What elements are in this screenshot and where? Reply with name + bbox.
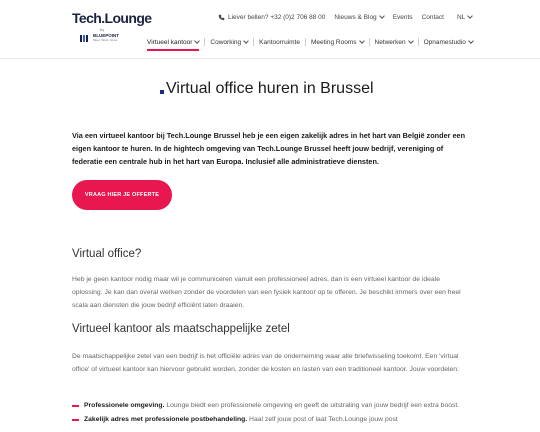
section-title-maatschappelijke-zetel: Virtueel kantoor als maatschappelijke zetel — [72, 323, 290, 335]
logo-text: Tech.Lounge — [72, 10, 152, 26]
language-label: NL — [456, 13, 466, 21]
partner-logo-sub: Meet. Work. Grow. — [93, 38, 118, 42]
chevron-down-icon — [468, 38, 474, 44]
phone-text: Liever bellen? +32 (0)2 706 88 00 — [228, 13, 326, 21]
section-title-virtual-office: Virtual office? — [72, 248, 142, 260]
chevron-down-icon — [408, 38, 414, 44]
nav-label: Netwerken — [374, 38, 406, 46]
nav-label: Kantoorruimte — [259, 38, 300, 46]
nav-virtueel-kantoor[interactable] — [147, 37, 205, 47]
active-indicator — [147, 49, 199, 51]
main-nav — [147, 37, 484, 47]
benefits-list — [72, 399, 472, 427]
chevron-down-icon — [195, 38, 201, 44]
list-item — [72, 399, 472, 412]
events-link[interactable] — [393, 14, 413, 21]
benefit-text: Lounge biedt een professionele omgeving en geeft de uitstraling van jouw bedrijf een extra boost. — [164, 402, 460, 409]
partner-logo-name: BLUEPOINT — [93, 33, 120, 38]
nav-kantoorruimte[interactable] — [259, 37, 306, 47]
dash-bullet-icon — [72, 405, 79, 407]
nav-label: Opnamestudio — [423, 38, 466, 46]
phone-link[interactable] — [218, 14, 325, 21]
benefit-title: Professionele omgeving. — [84, 402, 165, 409]
chevron-down-icon — [379, 13, 385, 19]
list-item — [72, 413, 472, 426]
nav-meeting-rooms[interactable] — [311, 37, 370, 47]
site-header — [0, 0, 540, 59]
benefit-title: Zakelijk adres met professionele postbehandeling. — [84, 416, 248, 423]
title-bullet-icon — [160, 90, 164, 94]
section-text-virtual-office: Heb je geen kantoor nodig maar wil je communiceren vanuit een professioneel adres, dan is een virtueel kantoor de ideale oplossing. Je kan dan overal werken zonder de voordelen van een fysiek kantoor op te offeren. Je beschikt immers over een heel scala aan diensten die jouw bedrijf efficiënt laten draaien. — [72, 276, 461, 309]
partner-logo — [80, 33, 119, 43]
nav-opnamestudio[interactable] — [424, 37, 479, 47]
nav-label: Meeting Rooms — [310, 38, 357, 46]
chevron-down-icon — [243, 38, 249, 44]
contact-label: Contact — [421, 13, 444, 21]
contact-link[interactable] — [422, 14, 444, 21]
language-selector[interactable] — [457, 14, 472, 21]
chevron-down-icon — [359, 38, 365, 44]
chevron-down-icon — [467, 13, 473, 19]
section-text-maatschappelijke-zetel: De maatschappelijke zetel van een bedrijf is het officiële adres van de onderneming waar alle briefwisseling toekomt. Een 'virtual office' of virtueel kantoor kan hiervoor gebruikt worden, zonder de kosten en lasten van een traditioneel kantoor. Jouw voordelen: — [72, 353, 459, 373]
nav-coworking[interactable] — [210, 37, 254, 47]
nav-label: Coworking — [210, 38, 242, 46]
logo-by: by — [100, 27, 105, 32]
nav-netwerken[interactable] — [375, 37, 419, 47]
bluepoint-icon — [80, 35, 91, 42]
logo[interactable] — [72, 10, 152, 42]
page-title — [160, 80, 374, 98]
phone-icon — [218, 14, 225, 21]
benefit-text: Haal zelf jouw post of laat Tech.Lounge jouw post — [247, 416, 398, 423]
events-label: Events — [392, 13, 413, 21]
quote-request-button[interactable]: VRAAG HIER JE OFFERTE — [72, 180, 172, 210]
nav-label: Virtueel kantoor — [147, 38, 193, 46]
intro-text: Via een virtueel kantoor bij Tech.Lounge Brussel heb je een eigen zakelijk adres in het hart van België zonder een eigen kantoor te huren. In de hightech omgeving van Tech.Lounge Brussel heeft jouw bedrijf, vereniging of federatie een centrale hub in het hart van Europa. Inclusief alle administratieve diensten. — [72, 131, 466, 166]
top-nav — [218, 12, 481, 22]
page-title-text: Virtual office huren in Brussel — [166, 80, 374, 97]
news-blog-label: Nieuws & Blog — [334, 13, 377, 21]
news-blog-menu[interactable] — [334, 14, 383, 21]
dash-bullet-icon — [72, 419, 79, 421]
